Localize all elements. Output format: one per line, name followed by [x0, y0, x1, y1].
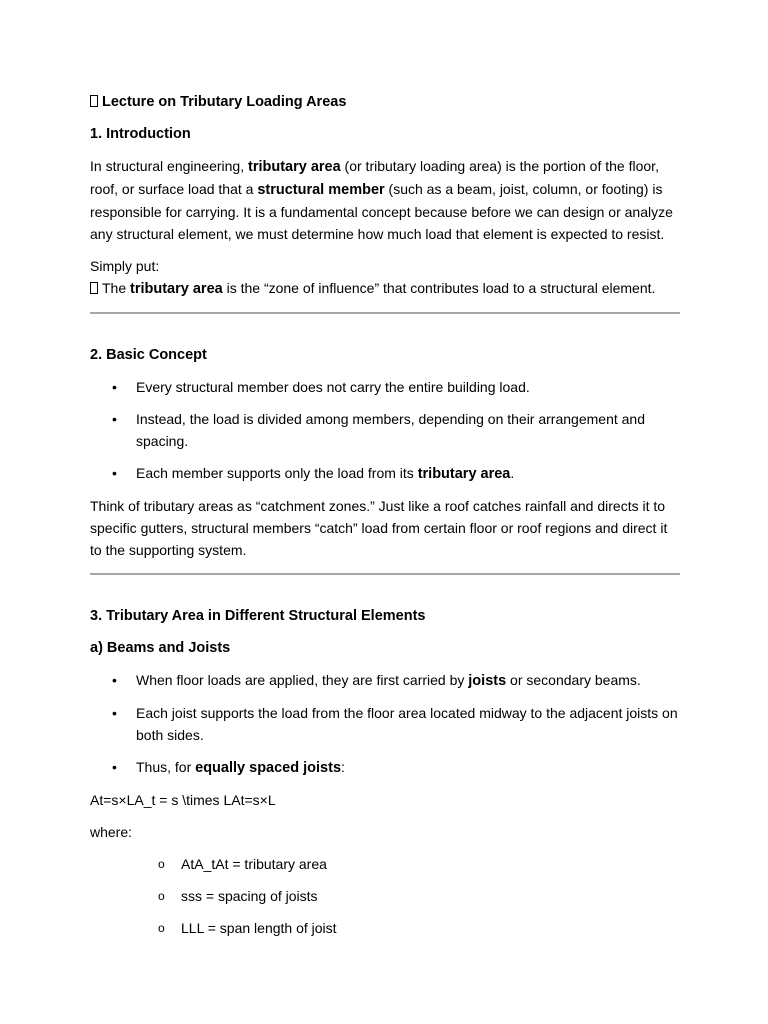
- list-item: • Each joist supports the load from the floor area located midway to the adjacent joists on both sides.: [112, 705, 678, 743]
- list-item: • When floor loads are applied, they are first carried by joists or secondary beams.: [112, 672, 641, 689]
- list-item: • Each member supports only the load from its tributary area.: [112, 465, 515, 482]
- catchment-paragraph: Think of tributary areas as “catchment zones.” Just like a roof catches rainfall and directs it to specific gutters, structural members “catch” load from certain floor or roof regions and direct it to the supporting system.: [90, 498, 668, 558]
- section-divider: [90, 312, 680, 314]
- simply-put-text: The tributary area is the “zone of influence” that contributes load to a structural element.: [90, 277, 680, 300]
- list-item: • Every structural member does not carry the entire building load.: [112, 379, 530, 395]
- beams-joists-subheading: a) Beams and Joists: [90, 640, 231, 656]
- section-divider: [90, 573, 680, 575]
- beams-joists-list: [90, 669, 680, 779]
- list-item: o AtA_tAt = tributary area: [158, 856, 327, 872]
- list-item: • Instead, the load is divided among members, depending on their arrangement and spacing.: [112, 411, 645, 449]
- where-label: where:: [90, 824, 133, 840]
- basic-concept-heading: 2. Basic Concept: [90, 347, 207, 363]
- basic-concept-list: [90, 376, 680, 485]
- doc-title: Lecture on Tributary Loading Areas: [90, 91, 680, 113]
- intro-paragraph: In structural engineering, tributary area (or tributary loading area) is the portion of the floor, roof, or surface load that a structural member (such as a beam, joist, column, or footing) is responsible for carrying. It is a fundamental concept because before we can design or analyze any structural element, we must determine how much load that element is expected to resist.: [90, 158, 673, 242]
- variable-definitions: [90, 853, 680, 939]
- list-item: o LLL = span length of joist: [158, 920, 337, 936]
- list-item: o sss = spacing of joists: [158, 888, 318, 904]
- missing-glyph-icon: [90, 282, 98, 294]
- formula: At=s×LA_t = s \times LAt=s×L: [90, 792, 276, 808]
- simply-put-label: Simply put:: [90, 258, 160, 274]
- elements-heading: 3. Tributary Area in Different Structural Elements: [90, 608, 426, 624]
- missing-glyph-icon: [90, 95, 98, 107]
- document-content: [90, 90, 680, 939]
- list-item: • Thus, for equally spaced joists:: [112, 759, 345, 776]
- intro-heading: 1. Introduction: [90, 126, 191, 142]
